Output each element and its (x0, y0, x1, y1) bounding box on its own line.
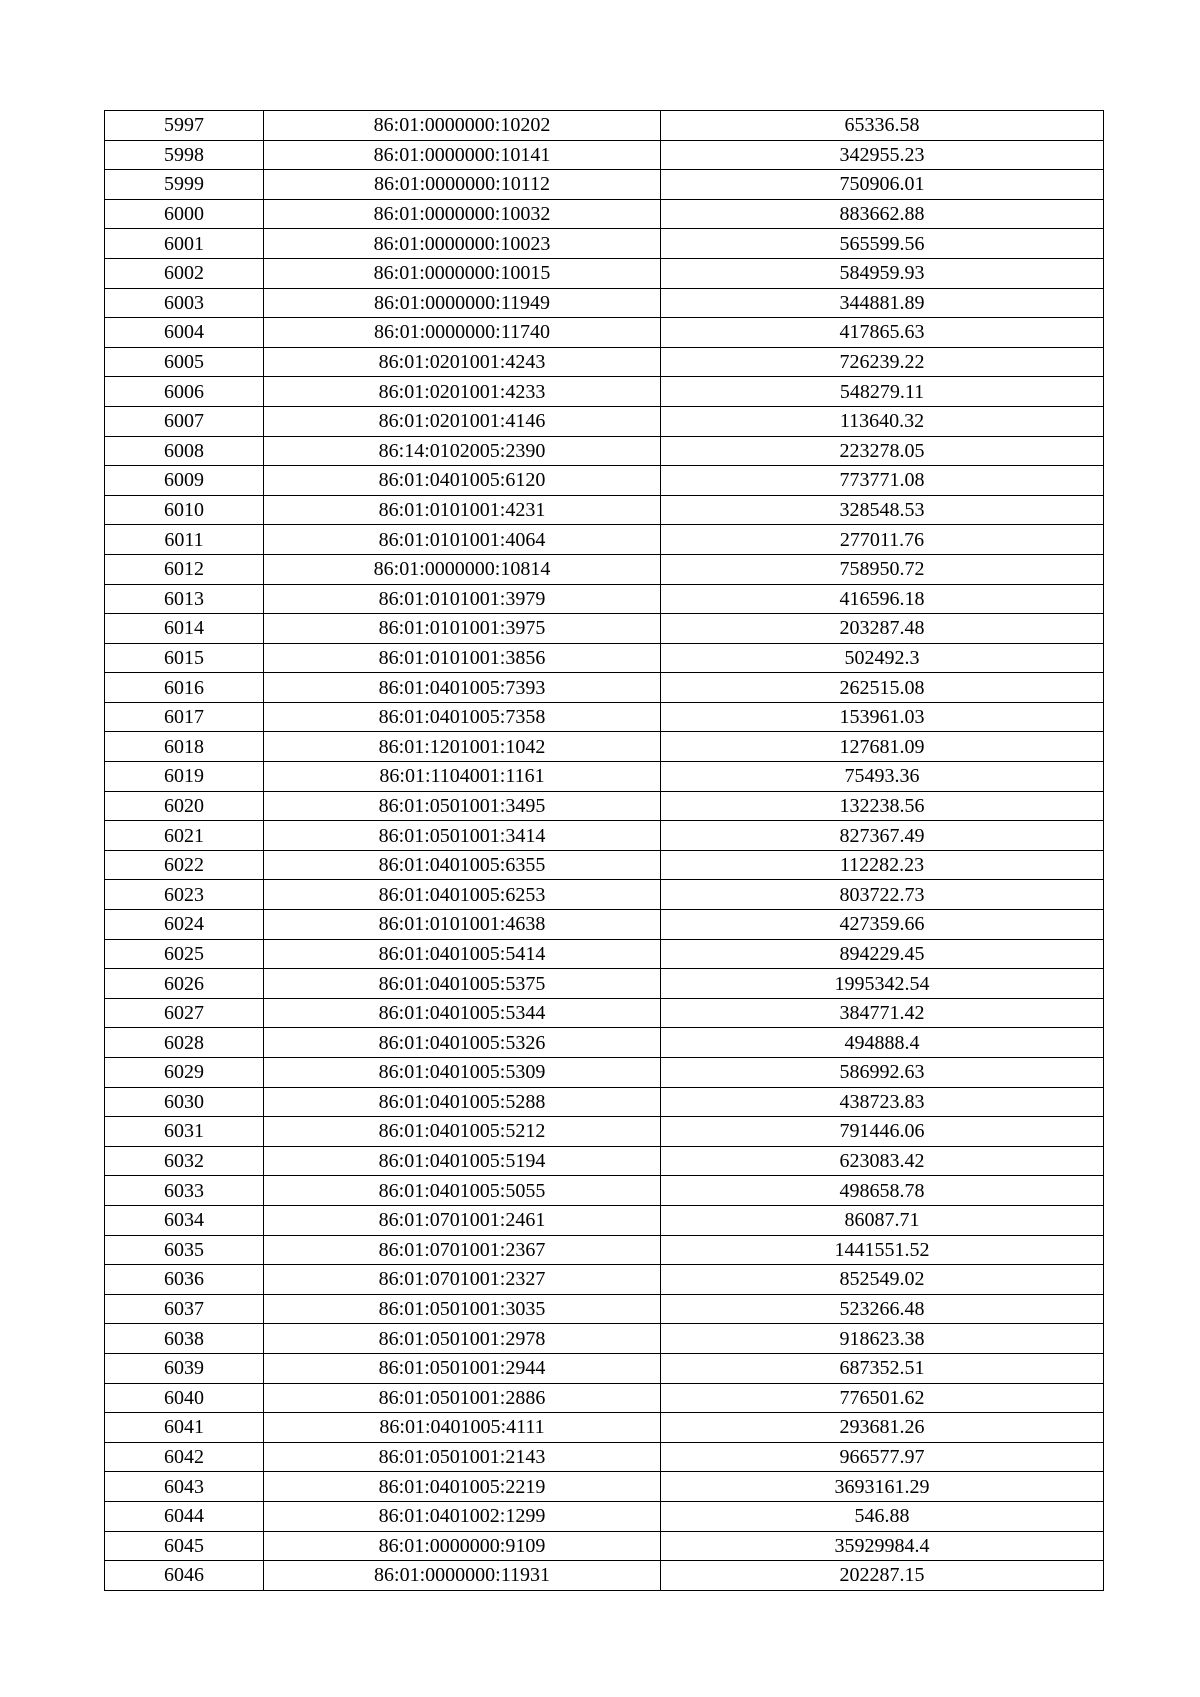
table-row (105, 1176, 1104, 1206)
table-row (105, 1028, 1104, 1058)
row-number-cell: 6026 (105, 969, 264, 999)
table-row (105, 1353, 1104, 1383)
value-cell: 750906.01 (661, 170, 1104, 200)
cadastral-number-cell: 86:01:0000000:10015 (264, 258, 661, 288)
cadastral-number-cell: 86:01:0501001:2886 (264, 1383, 661, 1413)
row-number-cell: 6045 (105, 1531, 264, 1561)
value-cell: 75493.36 (661, 762, 1104, 792)
table-row (105, 614, 1104, 644)
table-row (105, 850, 1104, 880)
cadastral-number-cell: 86:01:0000000:11931 (264, 1561, 661, 1591)
cadastral-number-cell: 86:01:0101001:3979 (264, 584, 661, 614)
table-row (105, 880, 1104, 910)
value-cell: 966577.97 (661, 1442, 1104, 1472)
cadastral-number-cell: 86:01:0401005:5212 (264, 1117, 661, 1147)
table-row (105, 969, 1104, 999)
table-row (105, 1235, 1104, 1265)
cadastral-number-cell: 86:01:0000000:10112 (264, 170, 661, 200)
value-cell: 1995342.54 (661, 969, 1104, 999)
row-number-cell: 6016 (105, 673, 264, 703)
table-row (105, 732, 1104, 762)
row-number-cell: 6041 (105, 1413, 264, 1443)
value-cell: 35929984.4 (661, 1531, 1104, 1561)
table-row (105, 939, 1104, 969)
cadastral-number-cell: 86:01:0000000:11949 (264, 288, 661, 318)
cadastral-number-cell: 86:01:0000000:10814 (264, 554, 661, 584)
table-row (105, 998, 1104, 1028)
value-cell: 342955.23 (661, 140, 1104, 170)
row-number-cell: 6007 (105, 406, 264, 436)
value-cell: 65336.58 (661, 111, 1104, 141)
table-row (105, 347, 1104, 377)
table-row (105, 1324, 1104, 1354)
table-row (105, 1561, 1104, 1591)
row-number-cell: 6023 (105, 880, 264, 910)
row-number-cell: 6043 (105, 1472, 264, 1502)
row-number-cell: 6009 (105, 466, 264, 496)
cadastral-number-cell: 86:01:0101001:3975 (264, 614, 661, 644)
value-cell: 86087.71 (661, 1205, 1104, 1235)
table-row (105, 821, 1104, 851)
row-number-cell: 6037 (105, 1294, 264, 1324)
table-row (105, 199, 1104, 229)
cadastral-number-cell: 86:01:0000000:10023 (264, 229, 661, 259)
row-number-cell: 6019 (105, 762, 264, 792)
table-row (105, 406, 1104, 436)
value-cell: 262515.08 (661, 673, 1104, 703)
value-cell: 3693161.29 (661, 1472, 1104, 1502)
value-cell: 827367.49 (661, 821, 1104, 851)
table-row (105, 229, 1104, 259)
cadastral-number-cell: 86:01:0401005:5414 (264, 939, 661, 969)
value-cell: 113640.32 (661, 406, 1104, 436)
cadastral-number-cell: 86:01:0401005:2219 (264, 1472, 661, 1502)
row-number-cell: 6032 (105, 1146, 264, 1176)
row-number-cell: 6022 (105, 850, 264, 880)
value-cell: 687352.51 (661, 1353, 1104, 1383)
table-row (105, 1383, 1104, 1413)
cadastral-number-cell: 86:01:0401005:5288 (264, 1087, 661, 1117)
cadastral-number-cell: 86:14:0102005:2390 (264, 436, 661, 466)
row-number-cell: 5999 (105, 170, 264, 200)
cadastral-number-cell: 86:01:0501001:3414 (264, 821, 661, 851)
table-row (105, 258, 1104, 288)
row-number-cell: 6025 (105, 939, 264, 969)
row-number-cell: 6024 (105, 910, 264, 940)
value-cell: 223278.05 (661, 436, 1104, 466)
row-number-cell: 6021 (105, 821, 264, 851)
cadastral-number-cell: 86:01:0401005:5194 (264, 1146, 661, 1176)
value-cell: 417865.63 (661, 318, 1104, 348)
row-number-cell: 6003 (105, 288, 264, 318)
value-cell: 623083.42 (661, 1146, 1104, 1176)
value-cell: 1441551.52 (661, 1235, 1104, 1265)
row-number-cell: 6017 (105, 702, 264, 732)
cadastral-number-cell: 86:01:0101001:3856 (264, 643, 661, 673)
table-row (105, 1265, 1104, 1295)
value-cell: 438723.83 (661, 1087, 1104, 1117)
cadastral-number-cell: 86:01:0401005:6120 (264, 466, 661, 496)
cadastral-number-cell: 86:01:0501001:3495 (264, 791, 661, 821)
value-cell: 277011.76 (661, 525, 1104, 555)
row-number-cell: 6004 (105, 318, 264, 348)
row-number-cell: 6028 (105, 1028, 264, 1058)
cadastral-number-cell: 86:01:0701001:2461 (264, 1205, 661, 1235)
value-cell: 546.88 (661, 1501, 1104, 1531)
value-cell: 776501.62 (661, 1383, 1104, 1413)
cadastral-number-cell: 86:01:0401002:1299 (264, 1501, 661, 1531)
table-row (105, 288, 1104, 318)
value-cell: 883662.88 (661, 199, 1104, 229)
cadastral-number-cell: 86:01:0701001:2327 (264, 1265, 661, 1295)
table-row (105, 1087, 1104, 1117)
cadastral-number-cell: 86:01:0501001:2978 (264, 1324, 661, 1354)
table-row (105, 791, 1104, 821)
row-number-cell: 6011 (105, 525, 264, 555)
row-number-cell: 6031 (105, 1117, 264, 1147)
value-cell: 726239.22 (661, 347, 1104, 377)
row-number-cell: 6034 (105, 1205, 264, 1235)
value-cell: 498658.78 (661, 1176, 1104, 1206)
table-row (105, 762, 1104, 792)
row-number-cell: 6040 (105, 1383, 264, 1413)
table-row (105, 140, 1104, 170)
value-cell: 112282.23 (661, 850, 1104, 880)
cadastral-number-cell: 86:01:0401005:5055 (264, 1176, 661, 1206)
cadastral-number-cell: 86:01:0701001:2367 (264, 1235, 661, 1265)
cadastral-number-cell: 86:01:0501001:2944 (264, 1353, 661, 1383)
value-cell: 416596.18 (661, 584, 1104, 614)
table-row (105, 111, 1104, 141)
value-cell: 523266.48 (661, 1294, 1104, 1324)
row-number-cell: 6006 (105, 377, 264, 407)
cadastral-number-cell: 86:01:0401005:7393 (264, 673, 661, 703)
row-number-cell: 6030 (105, 1087, 264, 1117)
table-row (105, 643, 1104, 673)
row-number-cell: 6014 (105, 614, 264, 644)
cadastral-number-cell: 86:01:0201001:4146 (264, 406, 661, 436)
row-number-cell: 6039 (105, 1353, 264, 1383)
table-row (105, 1531, 1104, 1561)
value-cell: 427359.66 (661, 910, 1104, 940)
value-cell: 584959.93 (661, 258, 1104, 288)
table-row (105, 495, 1104, 525)
row-number-cell: 6018 (105, 732, 264, 762)
row-number-cell: 6008 (105, 436, 264, 466)
table-row (105, 554, 1104, 584)
table-row (105, 1442, 1104, 1472)
cadastral-number-cell: 86:01:0000000:10202 (264, 111, 661, 141)
value-cell: 586992.63 (661, 1058, 1104, 1088)
cadastral-number-cell: 86:01:0501001:3035 (264, 1294, 661, 1324)
row-number-cell: 5998 (105, 140, 264, 170)
table-row (105, 1146, 1104, 1176)
row-number-cell: 6046 (105, 1561, 264, 1591)
row-number-cell: 6020 (105, 791, 264, 821)
table-row (105, 673, 1104, 703)
value-cell: 502492.3 (661, 643, 1104, 673)
row-number-cell: 6042 (105, 1442, 264, 1472)
row-number-cell: 6000 (105, 199, 264, 229)
value-cell: 773771.08 (661, 466, 1104, 496)
row-number-cell: 6035 (105, 1235, 264, 1265)
value-cell: 548279.11 (661, 377, 1104, 407)
cadastral-number-cell: 86:01:0101001:4064 (264, 525, 661, 555)
table-body (105, 111, 1104, 1591)
cadastral-number-cell: 86:01:0401005:6355 (264, 850, 661, 880)
value-cell: 153961.03 (661, 702, 1104, 732)
table-row (105, 702, 1104, 732)
value-cell: 202287.15 (661, 1561, 1104, 1591)
cadastral-number-cell: 86:01:0501001:2143 (264, 1442, 661, 1472)
cadastral-number-cell: 86:01:1201001:1042 (264, 732, 661, 762)
cadastral-number-cell: 86:01:0401005:5326 (264, 1028, 661, 1058)
value-cell: 293681.26 (661, 1413, 1104, 1443)
cadastral-number-cell: 86:01:0201001:4243 (264, 347, 661, 377)
table-row (105, 1501, 1104, 1531)
row-number-cell: 6029 (105, 1058, 264, 1088)
data-table (104, 110, 1104, 1591)
row-number-cell: 6044 (105, 1501, 264, 1531)
value-cell: 203287.48 (661, 614, 1104, 644)
cadastral-number-cell: 86:01:0000000:9109 (264, 1531, 661, 1561)
row-number-cell: 6002 (105, 258, 264, 288)
cadastral-number-cell: 86:01:0401005:6253 (264, 880, 661, 910)
cadastral-number-cell: 86:01:0000000:11740 (264, 318, 661, 348)
table-row (105, 1117, 1104, 1147)
cadastral-number-cell: 86:01:1104001:1161 (264, 762, 661, 792)
row-number-cell: 6033 (105, 1176, 264, 1206)
row-number-cell: 5997 (105, 111, 264, 141)
value-cell: 127681.09 (661, 732, 1104, 762)
cadastral-number-cell: 86:01:0401005:7358 (264, 702, 661, 732)
table-row (105, 584, 1104, 614)
cadastral-number-cell: 86:01:0401005:5375 (264, 969, 661, 999)
table-row (105, 466, 1104, 496)
row-number-cell: 6015 (105, 643, 264, 673)
table-row (105, 1294, 1104, 1324)
value-cell: 132238.56 (661, 791, 1104, 821)
table-row (105, 377, 1104, 407)
row-number-cell: 6027 (105, 998, 264, 1028)
row-number-cell: 6012 (105, 554, 264, 584)
value-cell: 918623.38 (661, 1324, 1104, 1354)
row-number-cell: 6038 (105, 1324, 264, 1354)
cadastral-number-cell: 86:01:0201001:4233 (264, 377, 661, 407)
value-cell: 803722.73 (661, 880, 1104, 910)
table-row (105, 910, 1104, 940)
value-cell: 565599.56 (661, 229, 1104, 259)
table-row (105, 318, 1104, 348)
cadastral-number-cell: 86:01:0101001:4231 (264, 495, 661, 525)
cadastral-number-cell: 86:01:0401005:5344 (264, 998, 661, 1028)
row-number-cell: 6010 (105, 495, 264, 525)
value-cell: 384771.42 (661, 998, 1104, 1028)
row-number-cell: 6001 (105, 229, 264, 259)
value-cell: 344881.89 (661, 288, 1104, 318)
value-cell: 328548.53 (661, 495, 1104, 525)
cadastral-number-cell: 86:01:0401005:4111 (264, 1413, 661, 1443)
cadastral-number-cell: 86:01:0101001:4638 (264, 910, 661, 940)
table-row (105, 1413, 1104, 1443)
value-cell: 852549.02 (661, 1265, 1104, 1295)
cadastral-number-cell: 86:01:0000000:10141 (264, 140, 661, 170)
value-cell: 791446.06 (661, 1117, 1104, 1147)
value-cell: 758950.72 (661, 554, 1104, 584)
row-number-cell: 6036 (105, 1265, 264, 1295)
value-cell: 494888.4 (661, 1028, 1104, 1058)
value-cell: 894229.45 (661, 939, 1104, 969)
table-row (105, 170, 1104, 200)
cadastral-number-cell: 86:01:0401005:5309 (264, 1058, 661, 1088)
row-number-cell: 6013 (105, 584, 264, 614)
table-row (105, 436, 1104, 466)
table-row (105, 525, 1104, 555)
cadastral-number-cell: 86:01:0000000:10032 (264, 199, 661, 229)
row-number-cell: 6005 (105, 347, 264, 377)
table-row (105, 1472, 1104, 1502)
table-row (105, 1058, 1104, 1088)
table-row (105, 1205, 1104, 1235)
